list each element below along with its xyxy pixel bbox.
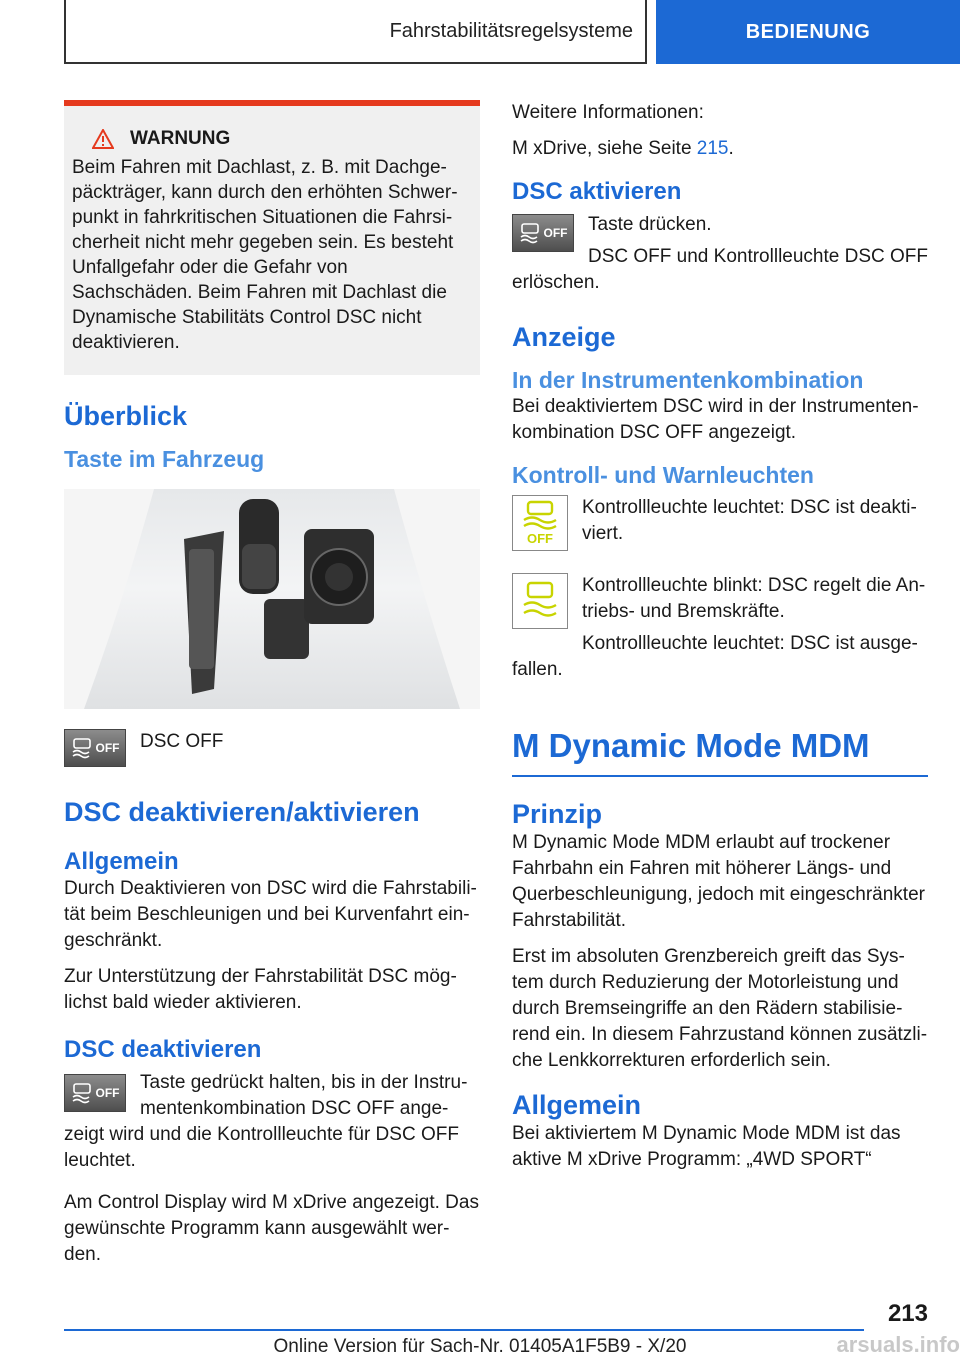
page-number: 213 — [887, 1300, 928, 1327]
lamp-off-text: OFF — [527, 531, 553, 546]
heading-button-in-vehicle: Taste im Fahrzeug — [64, 446, 265, 472]
dsc-off-button-icon[interactable] — [64, 729, 126, 767]
heading-dsc-activate: DSC aktivieren — [512, 178, 682, 205]
heading-display: Anzeige — [512, 322, 616, 352]
footer-divider — [64, 1329, 864, 1331]
more-info-label: Weitere Informationen: — [512, 102, 704, 123]
lamp2-text: Kontrollleuchte blinkt: DSC regelt die Antriebs- und Bremskräfte. — [582, 575, 926, 622]
car-skid-icon — [519, 222, 541, 244]
xdrive-reference — [512, 136, 928, 162]
heading-general: Allgemein — [64, 848, 179, 875]
dsc-active-lamp-icon — [512, 573, 568, 629]
warning-title-text: WARNUNG — [130, 128, 231, 149]
car-skid-icon — [71, 737, 93, 759]
lamp1-text: Kontrollleuchte leuchtet: DSC ist deaktiviert. — [582, 497, 917, 544]
dsc-off-button-icon-2[interactable] — [64, 1074, 126, 1112]
principle-paragraph-2: Erst im absoluten Grenzbereich greift das System durch Reduzierung der Motorleistung und durch Bremseingriffe an den Rädern stabilisierend ein. In diesem Fahrzustand können zusätzliche Lenkkorrekturen erforderlich sein. — [512, 946, 928, 1071]
principle-paragraph-1: M Dynamic Mode MDM erlaubt auf trockener Fahrbahn ein Fahren mit höherer Längs- und Querbeschleunigung, jedoch mit eingeschränkter Fahrstabilität. — [512, 832, 925, 931]
center-console-illustration — [64, 489, 480, 709]
warning-box — [64, 100, 480, 375]
xdrive-page-link[interactable]: 215 — [696, 138, 729, 159]
lamp-row-1 — [512, 495, 928, 551]
dsc-activate-block — [512, 212, 928, 296]
warning-triangle-icon — [92, 129, 114, 149]
xdrive-ref-period: . — [728, 138, 734, 159]
general-paragraph-2: Zur Unterstützung der Fahrstabilität DSC möglichst bald wieder aktivieren. — [64, 966, 457, 1013]
activate-result-text: DSC OFF und Kontrollleuchte DSC OFF erlöschen. — [512, 246, 928, 293]
warning-text: Beim Fahren mit Dachlast, z. B. mit Dachgepäckträger, kann durch den erhöhten Schwerpunkt in fahrkritischen Situationen die Fahrsicherheit nicht mehr gegeben sein. Es besteht Unfallgefahr oder die Gefahr von Sachschäden. Beim Fahren mit Dachlast die Dynamische Stabilitäts Control DSC nicht deaktivieren. — [72, 157, 458, 353]
dsc-lamp-symbol — [518, 579, 562, 623]
dsc-off-icon-text: OFF — [543, 226, 568, 240]
header-section-box — [64, 0, 647, 64]
heading-indicator-lamps: Kontroll- und Warnleuchten — [512, 462, 814, 488]
control-display-text: Am Control Display wird M xDrive angezeigt. Das gewünschte Programm kann ausgewählt werden. — [64, 1192, 479, 1265]
heading-overview: Überblick — [64, 401, 188, 431]
header-section-title: Fahrstabilitätsregelsysteme — [389, 19, 633, 42]
lamp-block-2 — [512, 573, 928, 683]
watermark-logo: arsuals.info — [836, 1332, 960, 1357]
general-paragraph-1: Durch Deaktivieren von DSC wird die Fahrstabilität beim Beschleunigen und bei Kurvenfahrt eingeschränkt. — [64, 878, 477, 951]
press-button-text: Taste drücken. — [588, 214, 712, 235]
right-column — [512, 100, 928, 1173]
header-chapter-tab[interactable] — [656, 0, 960, 64]
warning-title — [72, 126, 472, 151]
dsc-off-icon-text: OFF — [95, 741, 120, 755]
heading-principle: Prinzip — [512, 799, 603, 829]
heading-general-2: Allgemein — [512, 1090, 642, 1120]
heading-m-dynamic-mode: M Dynamic Mode MDM — [512, 727, 928, 777]
dsc-off-icon-text: OFF — [95, 1086, 120, 1100]
car-skid-icon — [71, 1082, 93, 1104]
dsc-off-row — [64, 729, 480, 767]
left-column — [64, 100, 480, 1268]
dsc-deactivate-block — [64, 1070, 480, 1174]
center-console-photo — [64, 489, 480, 709]
dsc-deactivate-text: Taste gedrückt halten, bis in der Instrumentenkombination DSC OFF angezeigt wird und die Kontrollleuchte für DSC OFF leuchtet. — [64, 1072, 468, 1171]
dsc-off-lamp-symbol — [518, 500, 562, 546]
xdrive-ref-text: M xDrive, siehe Seite — [512, 138, 692, 159]
lamp3-text: Kontrollleuchte leuchtet: DSC ist ausgefallen. — [512, 633, 918, 680]
footer-online-version: Online Version für Sach-Nr. 01405A1F5B9 - X/20 — [273, 1336, 687, 1357]
dsc-off-button-icon-3[interactable] — [512, 214, 574, 252]
dsc-off-warning-lamp-icon — [512, 495, 568, 551]
cluster-text: Bei deaktiviertem DSC wird in der Instrumentenkombination DSC OFF angezeigt. — [512, 396, 919, 443]
heading-dsc-deactivate-activate: DSC deaktivieren/aktivieren — [64, 797, 420, 827]
heading-dsc-deactivate: DSC deaktivieren — [64, 1036, 262, 1063]
heading-instrument-cluster: In der Instrumentenkombination — [512, 367, 864, 393]
header-chapter-label: BEDIENUNG — [745, 20, 871, 43]
general2-text: Bei aktiviertem M Dynamic Mode MDM ist das aktive M xDrive Programm: „4WD SPORT“ — [512, 1123, 901, 1170]
dsc-off-label: DSC OFF — [140, 731, 224, 752]
